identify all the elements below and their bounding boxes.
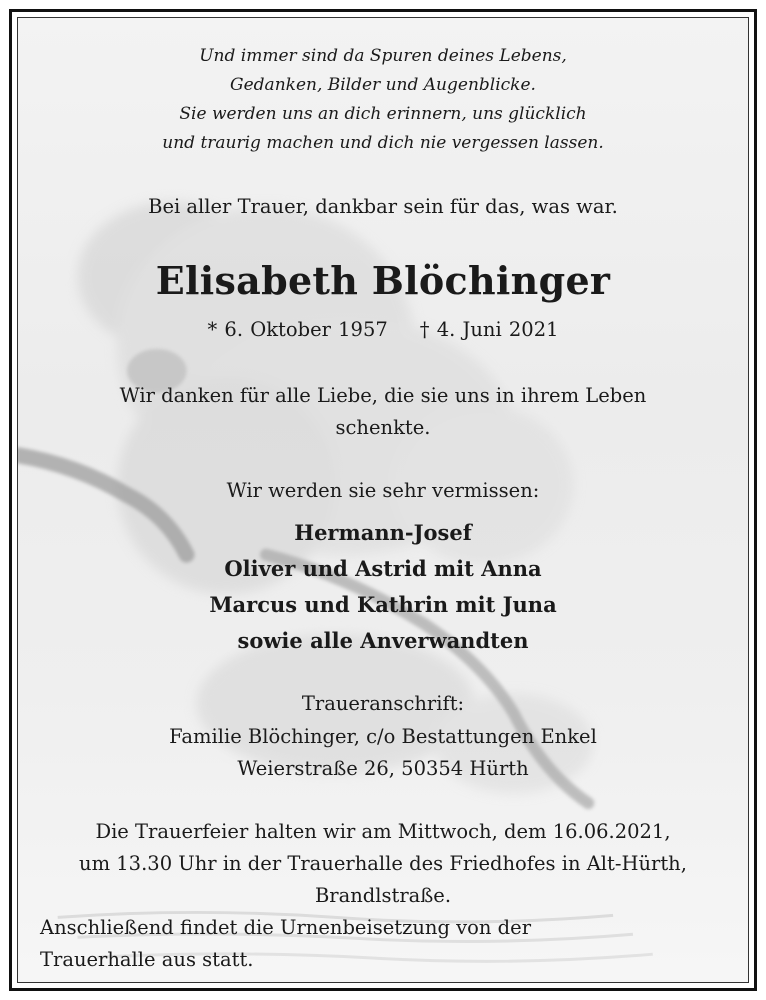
birth-date: * 6. Oktober 1957: [207, 318, 388, 341]
address-line-2: Weierstraße 26, 50354 Hürth: [237, 757, 529, 780]
deceased-name: Elisabeth Blöchinger: [155, 258, 611, 303]
miss-line: Wir werden sie sehr vermissen:: [226, 479, 540, 502]
thanks-line-1: Wir danken für alle Liebe, die sie uns in ihrem Leben: [119, 384, 647, 407]
obituary-card: [17, 17, 749, 983]
address-label: Traueranschrift:: [301, 692, 465, 715]
family-member-3: Marcus und Kathrin mit Juna: [209, 592, 557, 617]
verse-line-4: und traurig machen und dich nie vergessen lassen.: [162, 133, 604, 153]
death-date: † 4. Juni 2021: [419, 318, 559, 341]
life-dates: [18, 318, 748, 341]
address-line-1: Familie Blöchinger, c/o Bestattungen Enkel: [169, 725, 597, 748]
thanks-line-2: schenkte.: [335, 416, 431, 439]
ceremony-line-2: um 13.30 Uhr in der Trauerhalle des Friedhofes in Alt-Hürth,: [79, 852, 687, 875]
verse-line-1: Und immer sind da Spuren deines Lebens,: [199, 46, 567, 66]
obituary-frame: [9, 9, 757, 991]
verse-line-3: Sie werden uns an dich erinnern, uns glücklich: [179, 104, 587, 124]
family-member-4: sowie alle Anverwandten: [237, 628, 529, 653]
ceremony-line-3: Brandlstraße.: [314, 884, 452, 907]
motto: Bei aller Trauer, dankbar sein für das, was war.: [148, 195, 618, 218]
family-member-1: Hermann-Josef: [294, 520, 472, 545]
burial-line-2: Trauerhalle aus statt.: [40, 948, 254, 971]
ceremony-line-1: Die Trauerfeier halten wir am Mittwoch, dem 16.06.2021,: [95, 820, 671, 843]
verse-line-2: Gedanken, Bilder und Augenblicke.: [230, 75, 536, 95]
family-member-2: Oliver und Astrid mit Anna: [224, 556, 542, 581]
burial-line-1: Anschließend findet die Urnenbeisetzung von der: [40, 916, 532, 939]
